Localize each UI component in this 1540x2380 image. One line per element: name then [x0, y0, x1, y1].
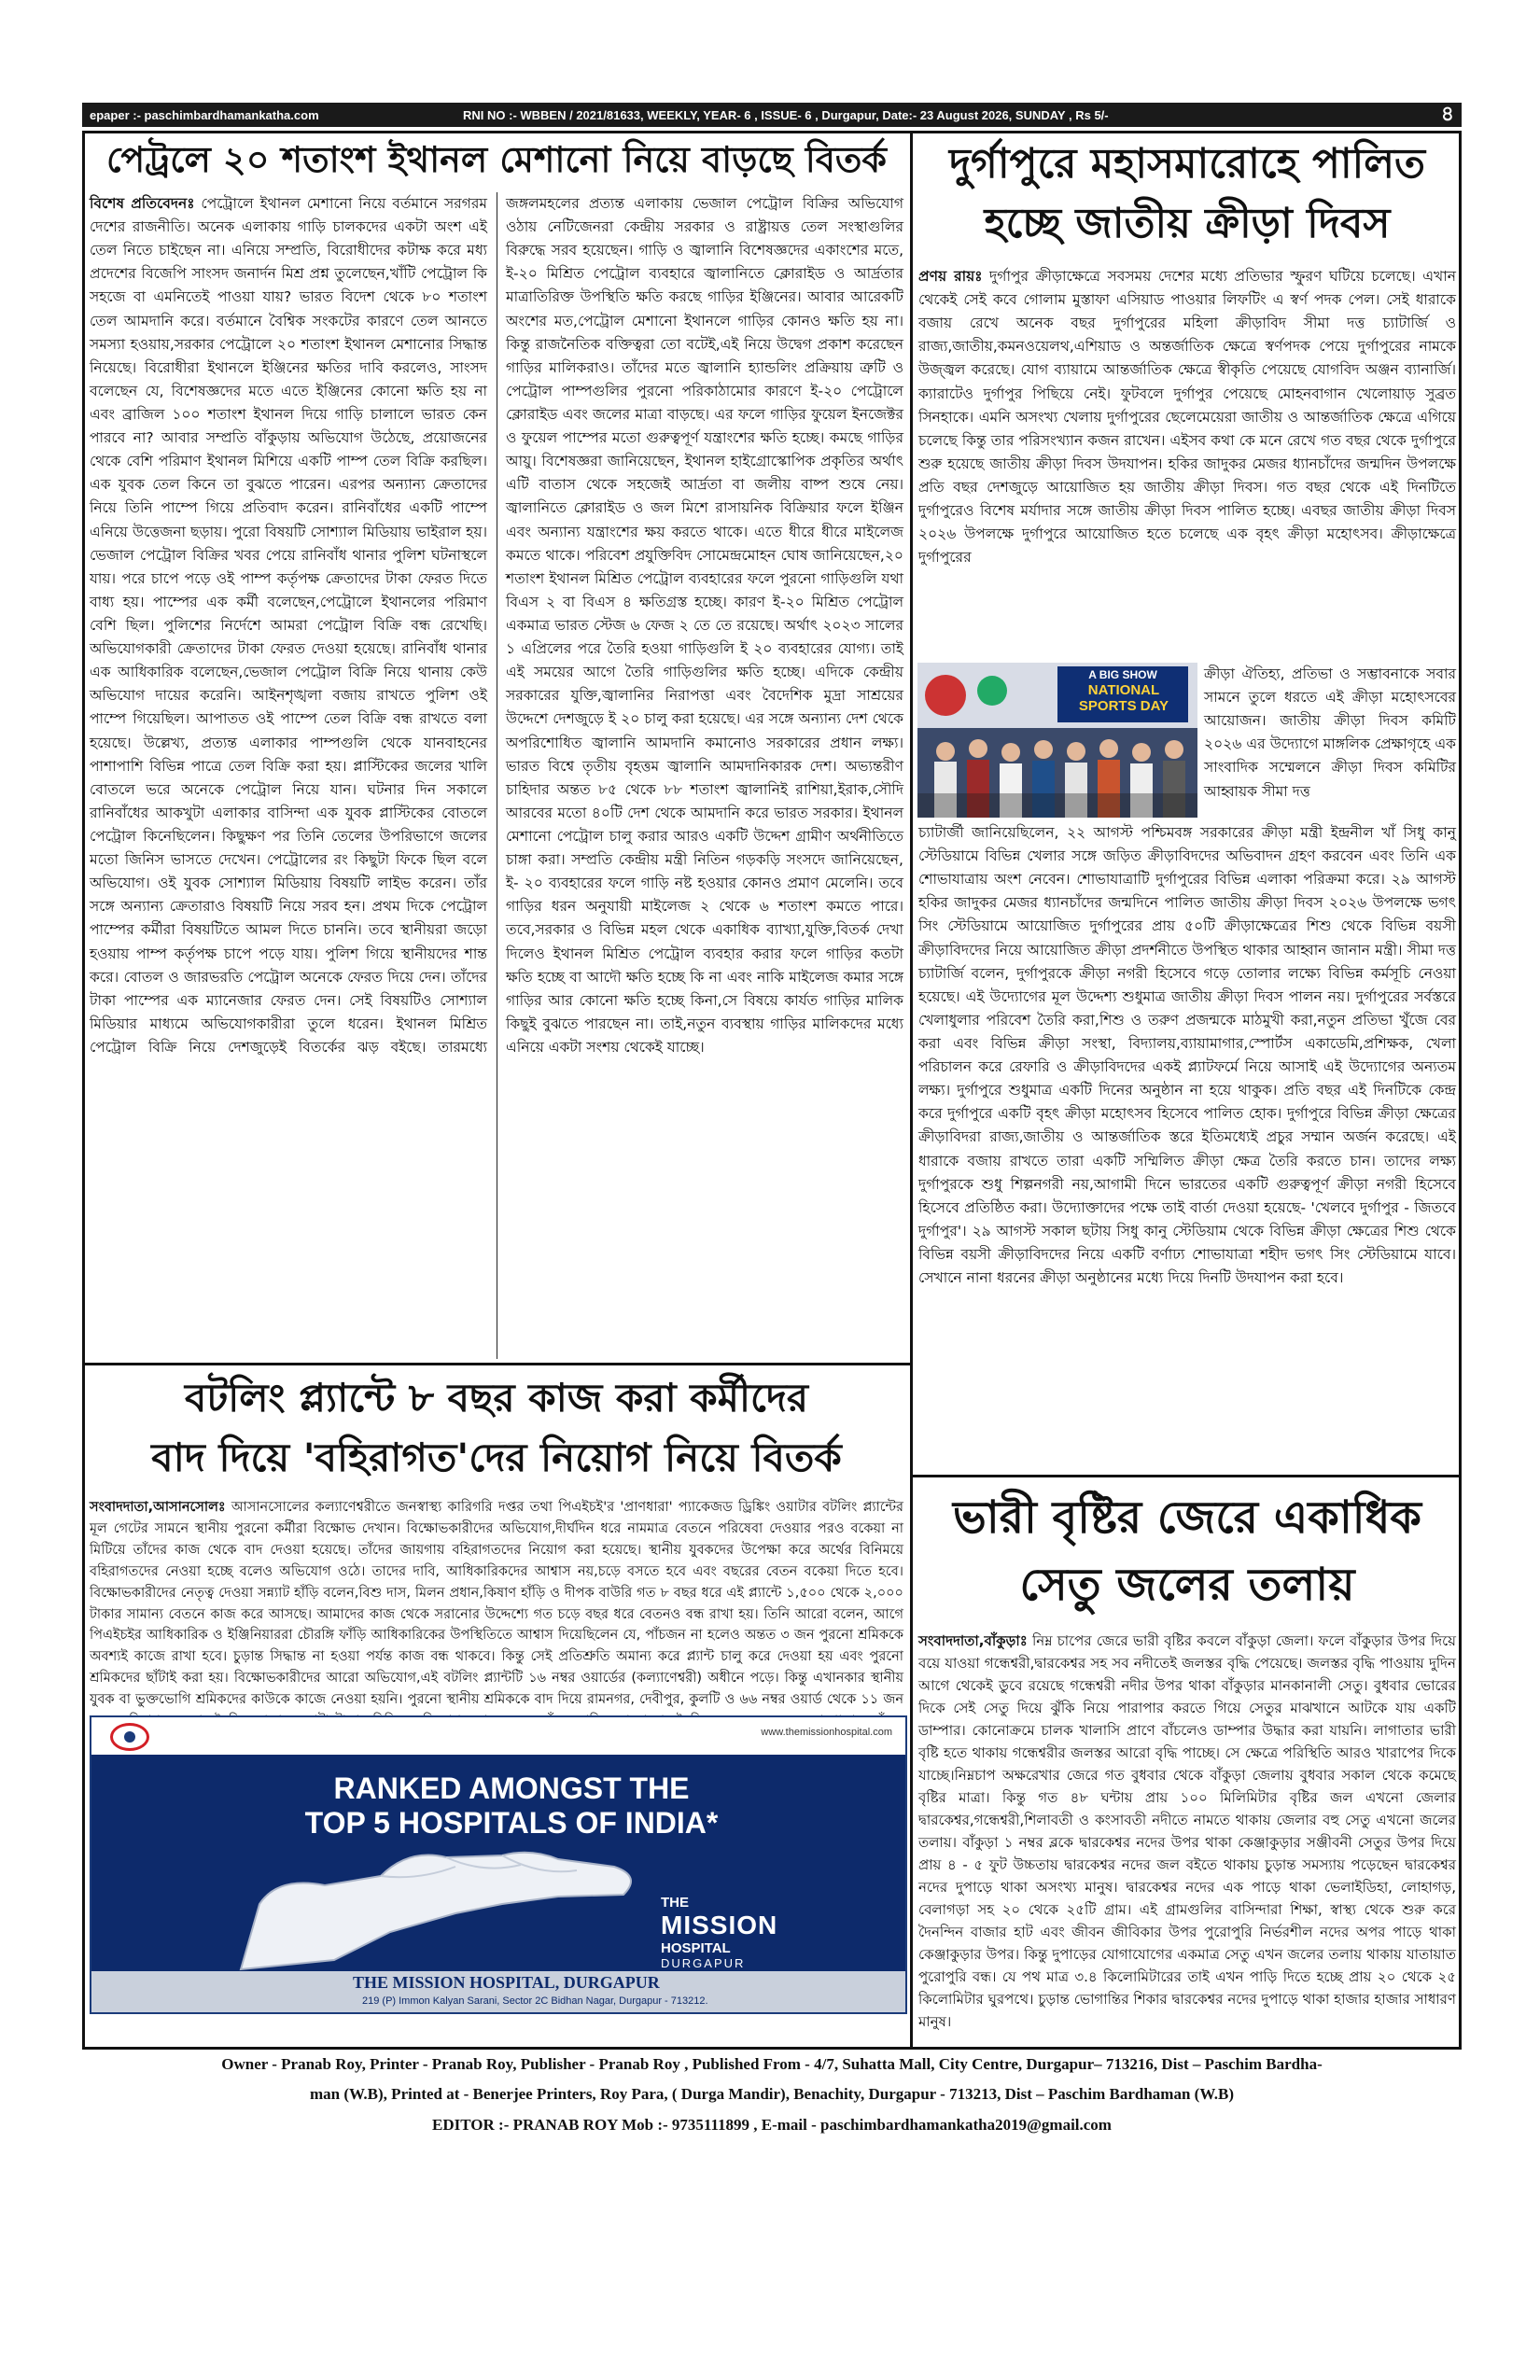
- page-number: ৪: [1440, 101, 1454, 125]
- ad-website[interactable]: www.themissionhospital.com: [761, 1727, 892, 1738]
- article2-text-side: ক্রীড়া ঐতিহ্য, প্রতিভা ও সম্ভাবনাকে সবার সামনে তুলে ধরতে এই ক্রীড়া মহোৎসবের আয়োজন। জাতীয় ক্রীড়া দিবস কমিটি ২০২৬ এর উদ্যোগে মাঙ্গলিক প্রেক্ষাগৃহে এক সাংবাদিক সম্মেলনে ক্রীড়া দিবস কমিটির আহ্বায়ক সীমা দত্ত: [1204, 665, 1456, 800]
- ad-brand-sub: HOSPITAL: [661, 1940, 731, 1956]
- column-divider: [910, 131, 913, 2050]
- ad-hospital-name: THE MISSION HOSPITAL, DURGAPUR: [353, 1973, 660, 1992]
- hospital-logo-icon: [110, 1723, 149, 1751]
- article4-headline-line2: সেতু জলের তলায়: [1019, 1559, 1355, 1611]
- article2-byline: প্রণয় রায়ঃ: [918, 268, 983, 285]
- ad-name-band: [91, 1971, 905, 2012]
- article4-body: [918, 1630, 1456, 2044]
- article2-text-bottom: চ্যাটার্জী জানিয়েছিলেন, ২২ আগস্ট পশ্চিমবঙ্গ সরকারের ক্রীড়া মন্ত্রী ইন্দ্রনীল খাঁ সিধু কানু স্টেডিয়ামে বিভিন্ন খেলার সঙ্গে জড়িত ক্রীড়াবিদদের অভিবাদন গ্রহণ করবেন এবং তিনি এক শোভাযাত্রায় অংশ নেবেন। শোভাযাত্রাটি দুর্গাপুরের বিভিন্ন এলাকা পরিক্রমা করে। ২৯ আগস্ট হকির জাদুকর মেজর ধ্যানচাঁদের জন্মদিনে পালিত জাতীয় ক্রীড়া দিবস ২০২৬ উপলক্ষে ভগৎ সিং স্টেডিয়ামে আয়োজিত দুর্গাপুরের প্রায় ৫০টি ক্রীড়াক্ষেত্রের শিশু থেকে বিভিন্ন বয়সী ক্রীড়াবিদদের নিয়ে আয়োজিত ক্রীড়া প্রদর্শনীতে উপস্থিত থাকার আহ্বান জানান মন্ত্রী। সীমা দত্ত চ্যাটার্জি বলেন, দুর্গাপুরকে ক্রীড়া নগরী হিসেবে গড়ে তোলার লক্ষ্যে বিভিন্ন কর্মসূচি নেওয়া হয়েছে। এই উদ্যোগের মূল উদ্দেশ্য শুধুমাত্র জাতীয় ক্রীড়া দিবস পালন নয়। দুর্গাপুরের সর্বস্তরে খেলাধুলার পরিবেশ তৈরি করা,শিশু ও তরুণ প্রজন্মকে মাঠমুখী করা,নতুন প্রতিভা খুঁজে বের করা এবং বিভিন্ন ক্রীড়া সংস্থা, বিদ্যালয়,ব্যায়ামাগার,স্পোর্টস একাডেমি,প্রশিক্ষক, খেলা পরিচালন করে রেফারি ও ক্রীড়াবিদদের একই প্ল্যাটফর্মে নিয়ে আসাই এই উদ্যোগের অন্যতম লক্ষ্য। দুর্গাপুরে শুধুমাত্র একটি দিনের অনুষ্ঠান না হয়ে থাকুক। প্রতি বছর এই দিনটিকে কেন্দ্র করে দুর্গাপুরে একটি বৃহৎ ক্রীড়া মহোৎসব হিসেবে পালিত হোক। দুর্গাপুরে বিভিন্ন ক্রীড়া ক্ষেত্রের ক্রীড়াবিদরা রাজ্য,জাতীয় ও আন্তর্জাতিক স্তরে ইতিমধ্যেই প্রচুর সম্মান অর্জন করেছে। এই ধারাকে বজায় রাখতে তারা একটি সম্মিলিত ক্রীড়া ক্ষেত্র তৈরি করতে চান। তাদের লক্ষ্য দুর্গাপুরকে শুধু শিল্পনগরী নয়,আগামী দিনে ভারতের একটি গুরুত্বপূর্ণ ক্রীড়া নগরী হিসেবে হিসেবে প্রতিষ্ঠিত করা। উদ্যোক্তাদের পক্ষে তাই বার্তা দেওয়া হয়েছে- 'খেলবে দুর্গাপুর - জিতবে দুর্গাপুর'। ২৯ আগস্ট সকাল ছটায় সিধু কানু স্টেডিয়াম থেকে বিভিন্ন ক্রীড়া ক্ষেত্রের শিশু থেকে বিভিন্ন বয়সী ক্রীড়াবিদদের নিয়ে একটি বর্ণাঢ্য শোভাযাত্রা শহীদ ভগৎ সিং স্টেডিয়ামে যাবে। সেখানে নানা ধরনের ক্রীড়া অনুষ্ঠানের মধ্যে দিয়ে দিনটি উদযাপন করা হবে।: [918, 824, 1456, 1287]
- imprint-line3: EDITOR :- PRANAB ROY Mob :- 9735111899 , E-mail - paschimbardhamankatha2019@gmail.com: [432, 2115, 1112, 2134]
- article1-body: [90, 192, 903, 1359]
- masthead-bar: [82, 103, 1462, 127]
- article4-text: নিম্ন চাপের জেরে ভারী বৃষ্টির কবলে বাঁকুড়া জেলা। ফলে বাঁকুড়ার উপর দিয়ে বয়ে যাওয়া গন্ধেশ্বরী,দ্বারকেশ্বর সহ সব নদীতেই জলস্তর বৃদ্ধি পেয়েছে। জলস্তর বৃদ্ধি পাওয়ায় দুদিন আগে থেকেই ডুবে রয়েছে গন্ধেশ্বরী নদীর উপর থাকা বাঁকুড়ার মানকানালী সেতু। বুধবার ভোরের দিকে সেই সেতু দিয়ে ঝুঁকি নিয়ে পারাপার করতে গিয়ে সেতুর মাঝখানে আটকে যায় একটি ডাম্পার। কোনোক্রমে চালক খালাসি প্রাণে বাঁচলেও ডাম্পার উদ্ধার করা যায়নি। লাগাতার ভারী বৃষ্টি হতে থাকায় গন্ধেশ্বরীর জলস্তর আরো বৃদ্ধি পাচ্ছে। সে ক্ষেত্রে পরিস্থিতি আরও খারাপের দিকে যাচ্ছে।নিম্নচাপ অক্ষরেখার জেরে গত বুধবার থেকে বাঁকুড়া জেলায় বুধবার সকাল থেকে কমেছে বৃষ্টির মাত্রা। কিন্তু গত ৪৮ ঘন্টায় প্রায় ১০০ মিলিমিটার বৃষ্টির জল এখনো জেলার দ্বারকেশ্বর,গন্ধেশ্বরী,শিলাবতী ও কংসাবতী নদীতে নামতে থাকায় জেলার বহু সেতু এখনো জলের তলায়। বাঁকুড়া ১ নম্বর ব্লকে দ্বারকেশ্বর নদের উপর থাকা কেঞ্জাকুড়ার সঞ্জীবনী সেতুর উপর দিয়ে প্রায় ৪ - ৫ ফুট উচ্চতায় দ্বারকেশ্বর নদের জল বইতে থাকায় চুড়ান্ত সমস্যায় পড়েছেন দ্বারকেশ্বর নদের দুপাড়ে থাকা অসংখ্য মানুষ। দ্বারকেশ্বর নদের এক পাড়ে থাকা ভেলাইডিহা, লোহাগড়, বেলাগড়া সহ ২০ থেকে ২৫টি গ্রাম। এই গ্রামগুলির বাসিন্দারা শিক্ষা, স্বাস্থ্য থেকে শুরু করে দৈনন্দিন বাজার হাট এবং জীবন জীবিকার উপর পুরোপুরি নির্ভরশীল নদের অপর পাড়ে থাকা কেঞ্জাকুড়ার উপর। কিন্তু দুপাড়ের যোগাযোগের একমাত্র সেতু এখন জলের তলায় থাকায় যাতায়াত পুরোপুরি বন্ধ। যে পথ মাত্র ৩.৪ কিলোমিটারের তাই এখন পাড়ি দিতে হচ্ছে প্রায় ২০ থেকে ২৫ কিলোমিটার ঘুরপথে। চুড়ান্ত ভোগান্তির শিকার দ্বারকেশ্বর নদের দুপাড়ে থাকা হাজার হাজার সাধারণ মানুষ।: [918, 1632, 1456, 2030]
- ad-headline-line1: RANKED AMONGST THE: [333, 1771, 690, 1805]
- article2-body-bottom: [918, 821, 1456, 1471]
- article2-headline-line2: হচ্ছে জাতীয় ক্রীড়া দিবস: [984, 200, 1391, 247]
- ad-brand-name: MISSION: [661, 1911, 778, 1939]
- article2-body-top: [918, 265, 1456, 661]
- ad-headline: [287, 1771, 735, 1841]
- glove-icon: [222, 1839, 651, 1979]
- imprint-footer: [82, 2050, 1462, 2140]
- site-url[interactable]: epaper :- paschimbardhamankatha.com: [90, 107, 319, 122]
- article1-byline: বিশেষ প্রতিবেদনঃ: [90, 195, 195, 212]
- article3-body: [90, 1497, 903, 1710]
- photo-banner-small: A BIG SHOW: [1088, 668, 1157, 681]
- article4-byline: সংবাদদাতা,বাঁকুড়াঃ: [918, 1632, 1028, 1649]
- ad-address: 219 (P) Immon Kalyan Sarani, Sector 2C Bidhan Nagar, Durgapur - 713212.: [362, 1995, 708, 2007]
- sports-day-photo: [917, 663, 1197, 818]
- hospital-advertisement[interactable]: [90, 1715, 907, 2014]
- article3-text: আসানসোলের কল্যাণেশ্বরীতে জনস্বাস্থ্য কারিগরি দপ্তর তথা পিএইচই'র 'প্রাণধারা' প্যাকেজড ড্রিঙ্কিং ওয়াটার বটলিং প্ল্যান্টের মূল গেটের সামনে স্থানীয় পুরনো কর্মীরা বিক্ষোভ দেখান। বিক্ষোভকারীদের অভিযোগ,দীর্ঘদিন ধরে নামমাত্র বেতনে পরিষেবা দেওয়ার পরও বকেয়া না মিটিয়ে তাঁদের কাজ থেকে বাদ দেওয়া হয়েছে। তাঁদের জায়গায় বহিরাগতদের নিয়োগ করা হয়েছে। স্থানীয় যুবকদের উপেক্ষা করে অর্থের বিনিময়ে বহিরাগতদের নেওয়া হচ্ছে বলেও অভিযোগ ওঠে। তাদের দাবি, আধিকারিকদের আশ্বাস নয়,চড়ে বসতে হবে এবং বছরের বেতন বকেয়া দিতে হবে। বিক্ষোভকারীদের নেতৃত্ব দেওয়া সন্ন্যাট হাঁড়ি বলেন,বিশু দাস, মিলন প্রধান,কিষাণ হাঁড়ি ও দীপক বাউরি গত ৮ বছর ধরে এই প্ল্যান্টে ১,৫০০ থেকে ২,০০০ টাকার সামান্য বেতনে কাজ করে আসছে। আমাদের কাজ থেকে সরানোর উদ্দেশ্যে গত চড়ে বছর ধরে বেতনও বন্ধ রাখা হয়। তিনি আরো বলেন, আগে পিএইচইর আধিকারিক ও ইঞ্জিনিয়াররা চৌরঙ্গি ফাঁড়ি আধিকারিকের উপস্থিতিতে আশ্বাস দিয়েছিলেন যে, পাঁচজন না হলেও অন্তত ৩ জন পুরনো শ্রমিককে অবশ্যই কাজে রাখা হবে। চুড়ান্ত সিদ্ধান্ত না হওয়া পর্যন্ত কাজ বন্ধ থাকবে। কিন্তু সেই প্রতিশ্রুতি অমান্য করে প্ল্যান্ট চালু করে দেওয়া হয় এবং পুরনো শ্রমিকদের ছাঁটাই করা হয়। বিক্ষোভকারীদের আরো অভিযোগ,এই বটলিং প্ল্যান্টটি ১৬ নম্বর ওয়ার্ডের (কল্যাণেশ্বরী) অধীনে পড়ে। কিন্তু এখানকার স্থানীয় যুবক বা ভুক্তভোগি শ্রমিকদের কাউকে কাজে নেওয়া হয়নি। পুরনো স্থানীয় শ্রমিককে বাদ দিয়ে রামনগর, দেবীপুর, কুলটি ও ৬৬ নম্বর ওয়ার্ড থেকে ১১ জন: [90, 1500, 904, 1708]
- article2-headline-line1: দুর্গাপুরে মহাসমারোহে পালিত: [948, 140, 1426, 188]
- imprint-line2: man (W.B), Printed at - Benerjee Printers, Roy Para, ( Durga Mandir), Benachity, Durgapur - 713213, Dist – Paschim Bardhaman (W.B): [309, 2085, 1235, 2104]
- ad-brand-the: THE: [661, 1895, 689, 1911]
- article3-byline: সংবাদদাতা,আসানসোলঃ: [90, 1500, 226, 1515]
- ad-brand-city: DURGAPUR: [661, 1956, 746, 1970]
- article2-text-top: দুর্গাপুর ক্রীড়াক্ষেত্রে সবসময় দেশের মধ্যে প্রতিভার স্ফুরণ ঘটিয়ে চলেছে। এখান থেকেই সেই কবে গোলাম মুস্তাফা এসিয়াড পাওয়ার লিফটিং এ স্বর্ণ পদক পেল। সেই ধারাকে বজায় রেখে অনেক বছর দুর্গাপুরের মহিলা ক্রীড়াবিদ সীমা দত্ত চ্যাটার্জি ও রাজ্য,জাতীয়,কমনওয়েলথ,এশিয়াড ও অন্তর্জাতিক ক্ষেত্রে স্বর্ণপদক পেয়ে দুর্গাপুরের নামকে উজ্জ্বল করেছে। যোগ ব্যায়ামে আন্তর্জাতিক ক্ষেত্রে স্বীকৃতি পেয়েছে যোগবিদ অঞ্জন ব্যানার্জি। ক্যারাটেও দুর্গাপুর পিছিয়ে নেই। ফুটবলে দুর্গাপুর পেয়েছে মোহনবাগান খেলোয়াড় সুব্রত সিনহাকে। এমনি অসংখ্য খেলায় দুর্গাপুরের ছেলেমেয়েরা জাতীয় ও আন্তর্জাতিক ক্ষেত্রে এগিয়ে চলেছে কিন্তু তার পরিসংখ্যান কজন রাখেন। এইসব কথা কে মনে রেখে গত বছর থেকে দুর্গাপুরে শুরু হয়েছে জাতীয় ক্রীড়া দিবস উদযাপন। হকির জাদুকর মেজর ধ্যানচাঁদের জন্মদিন উপলক্ষে প্রতি বছর দেশজুড়ে আয়োজিত হয় জাতীয় ক্রীড়া দিবস। গত বছর থেকে এই দিনটিতে দুর্গাপুরেও বিশেষ মর্যাদার সঙ্গে জাতীয় ক্রীড়া দিবস পালিত হচ্ছে। এবছর জাতীয় ক্রীড়া দিবস ২০২৬ উপলক্ষে দুর্গাপুরে আয়োজিত হতে চলেছে এক বৃহৎ ক্রীড়া মহোৎসব। ক্রীড়াক্ষেত্রে দুর্গাপুরের: [918, 268, 1456, 567]
- section-divider-right: [911, 1475, 1462, 1477]
- section-divider-left: [82, 1363, 911, 1365]
- article4-headline-line1: ভারী বৃষ্টির জেরে একাধিক: [953, 1491, 1421, 1544]
- imprint-line1: Owner - Pranab Roy, Printer - Pranab Roy, Publisher - Pranab Roy , Published From - 4/7, Suhatta Mall, City Centre, Durgapur– 713216, Dist – Paschim Bardha-: [221, 2055, 1323, 2073]
- photo-banner-large: NATIONAL SPORTS DAY: [1078, 682, 1169, 714]
- article3-headline-line1: বটলিং প্ল্যান্টে ৮ বছর কাজ করা কর্মীদের: [184, 1375, 809, 1421]
- issue-info: RNI NO :- WBBEN / 2021/81633, WEEKLY, YEAR- 6 , ISSUE- 6 , Durgapur, Date:- 23 August 2026, SUNDAY , Rs 5/-: [463, 107, 1109, 122]
- article1-headline: পেট্রলে ২০ শতাংশ ইথানল মেশানো নিয়ে বাড়ছে বিতর্ক: [106, 139, 887, 180]
- ad-headline-line2: TOP 5 HOSPITALS OF INDIA*: [304, 1805, 719, 1840]
- article3-headline-line2: বাদ দিয়ে 'বহিরাগত'দের নিয়োগ নিয়ে বিতর্ক: [151, 1435, 842, 1480]
- article2-body-side: [1204, 663, 1456, 819]
- article1-text: পেট্রোলে ইথানল মেশানো নিয়ে বর্তমানে সরগরম দেশের রাজনীতি। অনেক এলাকায় গাড়ি চালকদের একটা অংশ এই তেল নিতে চাইছেন না। এনিয়ে সম্প্রতি, বিরোধীদের কটাক্ষ করে মধ্য প্রদেশের বিজেপি সাংসদ জনার্দন মিশ্র প্রশ্ন তুলেছেন,খাঁটি পেট্রোল কি সহজে বা এমনিতেই পাওয়া যায়? ভারত বিদেশ থেকে ৮০ শতাংশ তেল আমদানি করে। বর্তমানে বৈশ্বিক সংকটের কারণে তেল আনতে সমস্যা হওয়ায়,সরকার পেট্রোলে ২০ শতাংশ ইথানল মেশানোর সিদ্ধান্ত নিয়েছে। বিরোধীরা ইথানলে ইঞ্জিনের ক্ষতির দাবি করলেও, সাংসদ বলেছেন যে, বিশেষজ্ঞদের মতে এতে ইঞ্জিনের কোনো ক্ষতি হয় না এবং ব্রাজিল ১০০ শতাংশ ইথানল দিয়ে গাড়ি চালালে ভারত কেন পারবে না? আবার সম্প্রতি বাঁকুড়ায় অভিযোগ উঠেছে, প্রয়োজনের থেকে বেশি পরিমাণ ইথানল মিশিয়ে একটি পাম্প তেল বিক্রি করছিল। এক যুবক তেল কিনে তা বুঝতে পারেন। এরপর অন্যান্য ক্রেতাদের নিয়ে তিনি পাম্পে গিয়ে প্রতিবাদ করেন। রানিবাঁধের একটি পাম্পে এনিয়ে উত্তেজনা ছড়ায়। পুরো বিষয়টি সোশ্যাল মিডিয়ায় ভাইরাল হয়। ভেজাল পেট্রোল বিক্রির খবর পেয়ে রানিবাঁধ থানার পুলিশ ঘটনাস্থলে যায়। পরে চাপে পড়ে ওই পাম্প কর্তৃপক্ষ ক্রেতাদের টাকা ফেরত দিতে বাধ্য হয়। পাম্পের এক কর্মী বলেছেন,পেট্রোলে ইথানলের পরিমাণ বেশি ছিল। পুলিশের নির্দেশে আমরা পেট্রোল বিক্রি বন্ধ রেখেছি। অভিযোগকারী ক্রেতাদের টাকা ফেরত দেওয়া হয়েছে। রানিবাঁধ থানার এক আধিকারিক বলেছেন,ভেজাল পেট্রোল বিক্রি নিয়ে থানায় কেউ অভিযোগ দায়ের করেনি। আইনশৃঙ্খলা বজায় রাখতে পুলিশ ওই পাম্পে গিয়েছিল। আপাতত ওই পাম্পে তেল বিক্রি বন্ধ রাখতে বলা হয়েছে। উল্লেখ্য, প্রত্যন্ত এলাকার পাম্পগুলি থেকে যানবাহনের পাশাপাশি বিভিন্ন পাত্রে তেল বিক্রি করা হয়। প্লাস্টিকের জলের খালি বোতলে ভরে অনেকে পেট্রোল নিয়ে যান। ঘটনার দিন সকালে রানিবাঁধের আকখুটা এলাকার বাসিন্দা এক যুবক প্লাস্টিকের বোতলে পেট্রোল কিনেছিলেন। কিছুক্ষণ পর তিনি তেলের উপরিভাগে জলের মতো জিনিস ভাসতে দেখেন। পেট্রোলের রং কিছুটা ফিকে ছিল বলে অভিযোগ। ওই যুবক সোশ্যাল মিডিয়ায় বিষয়টি লাইভ করেন। তাঁর সঙ্গে অন্যান্য ক্রেতারাও বিষয়টি নিয়ে সরব হন। প্রথম দিকে পেট্রোল পাম্পের কর্মীরা বিষয়টিতে আমল দিতে চাননি। তবে স্থানীয়রা জড়ো হওয়ায় পাম্প কর্তৃপক্ষ চাপে পড়ে যায়। পুলিশ গিয়ে স্থানীয়দের শান্ত করে। বোতল ও জারভরতি পেট্রোল অনেকে ফেরত দিয়ে দেন। তাঁদের টাকা পাম্পের এক ম্যানেজার ফেরত দেন। সেই বিষয়টিও সোশ্যাল মিডিয়ার মাধ্যমে অভিযোগকারীরা তুলে ধরেন। ইথানল মিশ্রিত পেট্রোল বিক্রি নিয়ে দেশজুড়েই বিতর্কের ঝড় বইছে। তারমধ্যে জঙ্গলমহলের প্রত্যন্ত এলাকায় ভেজাল পেট্রোল বিক্রির অভিযোগ ওঠায় নেটিজেনরা কেন্দ্রীয় সরকার ও রাষ্ট্রায়ত্ত তেল সংস্থাগুলির বিরুদ্ধে সরব হয়েছেন। গাড়ি ও জ্বালানি বিশেষজ্ঞদের একাংশের মতে, ই-২০ মিশ্রিত পেট্রোল ব্যবহারে জ্বালানিতে ক্লোরাইড ও আর্দ্রতার মাত্রাতিরিক্ত উপস্থিতি ক্ষতি করছে গাড়ির ইঞ্জিনের। আবার আরেকটি অংশের মত,পেট্রোল মেশানো ইথানলে গাড়ির কোনও ক্ষতি হয় না। কিন্তু রাজনৈতিক বক্তিত্বরা তো বটেই,এই নিয়ে উদ্বেগ প্রকাশ করেছেন গাড়ির মালিকরাও। তাঁদের মতে জ্বালানি হ্যান্ডলিং প্রক্রিয়ায় ত্রুটি ও পেট্রোল পাম্পগুলির পুরনো পরিকাঠামোর কারণে ই-২০ পেট্রোলে ক্লোরাইড এবং জলের মাত্রা বাড়ছে। এর ফলে গাড়ির ফুয়েল ইনজেক্টর ও ফুয়েল পাম্পের মতো গুরুত্বপূর্ণ যন্ত্রাংশের ক্ষতি হচ্ছে। কমছে গাড়ির আয়ু। বিশেষজ্ঞরা জানিয়েছেন, ইথানল হাইগ্রোস্কোপিক প্রকৃতির অর্থাৎ এটি বাতাস থেকে সহজেই আর্দ্রতা বা জলীয় বাষ্প শুষে নেয়। জ্বালানিতে ক্লোরাইড ও জল মিশে রাসায়নিক বিক্রিয়ার ফলে ইঞ্জিন এবং অন্যান্য যন্ত্রাংশের ক্ষয় করতে থাকে। এতে ধীরে ধীরে মাইলেজ কমতে থাকে। পরিবেশ প্রযুক্তিবিদ সোমেন্দ্রমোহন ঘোষ জানিয়েছেন,২০ শতাংশ ইথানল মিশ্রিত পেট্রোল ব্যবহারের ফলে পুরনো গাড়িগুলি যথা বিএস ২ বা বিএস ৪ ক্ষতিগ্রস্ত হচ্ছে। কারণ ই-২০ মিশ্রিত পেট্রোল একমাত্র ভারত স্টেজ ৬ ফেজ ২ তে তে রয়েছে। অর্থাৎ ২০২৩ সালের ১ এপ্রিলের পরে তৈরি হওয়া গাড়িগুলি ই ২০ ব্যবহারের যোগ্য। তাই এই সময়ের আগে তৈরি গাড়িগুলির ক্ষতি হচ্ছে। এদিকে কেন্দ্রীয় সরকারের যুক্তি,জ্বালানির নিরাপত্তা এবং বৈদেশিক মুদ্রা সাশ্রয়ের উদ্দেশে দেশজুড়ে ই ২০ চালু করা হয়েছে। এর সঙ্গে অন্যান্য দেশ থেকে অপরিশোধিত জ্বালানি আমদানি কমানোও সরকারের প্রধান লক্ষ্য। ভারত বিশ্বে তৃতীয় বৃহত্তম জ্বালানি আমদানিকারক দেশ। অভ্যন্তরীণ চাহিদার অন্তত ৮৫ থেকে ৮৮ শতাংশ জ্বালানিই রাশিয়া,ইরাক,সৌদি আরবের মতো ৪০টি দেশ থেকে আমদানি করে ভারত সরকার। ইথানল মেশানো পেট্রোল চালু করার আরও একটি উদ্দেশ গ্রামীণ অর্থনীতিতে চাঙ্গা করা। সম্প্রতি কেন্দ্রীয় মন্ত্রী নিতিন গড়কড়ি সংসদে জানিয়েছেন, ই- ২০ ব্যবহারের ফলে গাড়ি নষ্ট হওয়ার কোনও প্রমাণ মেলেনি। তবে গাড়ির ধরন অনুযায়ী মাইলেজ ২ থেকে ৬ শতাংশ কমতে পারে। তবে,সরকার ও বিভিন্ন মহল থেকে একাধিক ব্যাখ্যা,যুক্তি,বিতর্ক দেখা দিলেও ইথানল মিশ্রিত পেট্রোল ব্যবহার করার ফলে গাড়ির কতটা ক্ষতি হচ্ছে বা আদৌ ক্ষতি হচ্ছে কি না এবং নাকি মাইলেজ কমার সঙ্গে গাড়ির আর কোনো ক্ষতি হচ্ছে কিনা,সে বিষয়ে কার্যত গাড়ির মালিক কিছুই বুঝতে পারছেন না। তাই,নতুন ব্যবস্থায় গাড়ির মালিকদের মধ্যে এনিয়ে একটা সংশয় থেকেই যাচ্ছে।: [90, 195, 903, 1056]
